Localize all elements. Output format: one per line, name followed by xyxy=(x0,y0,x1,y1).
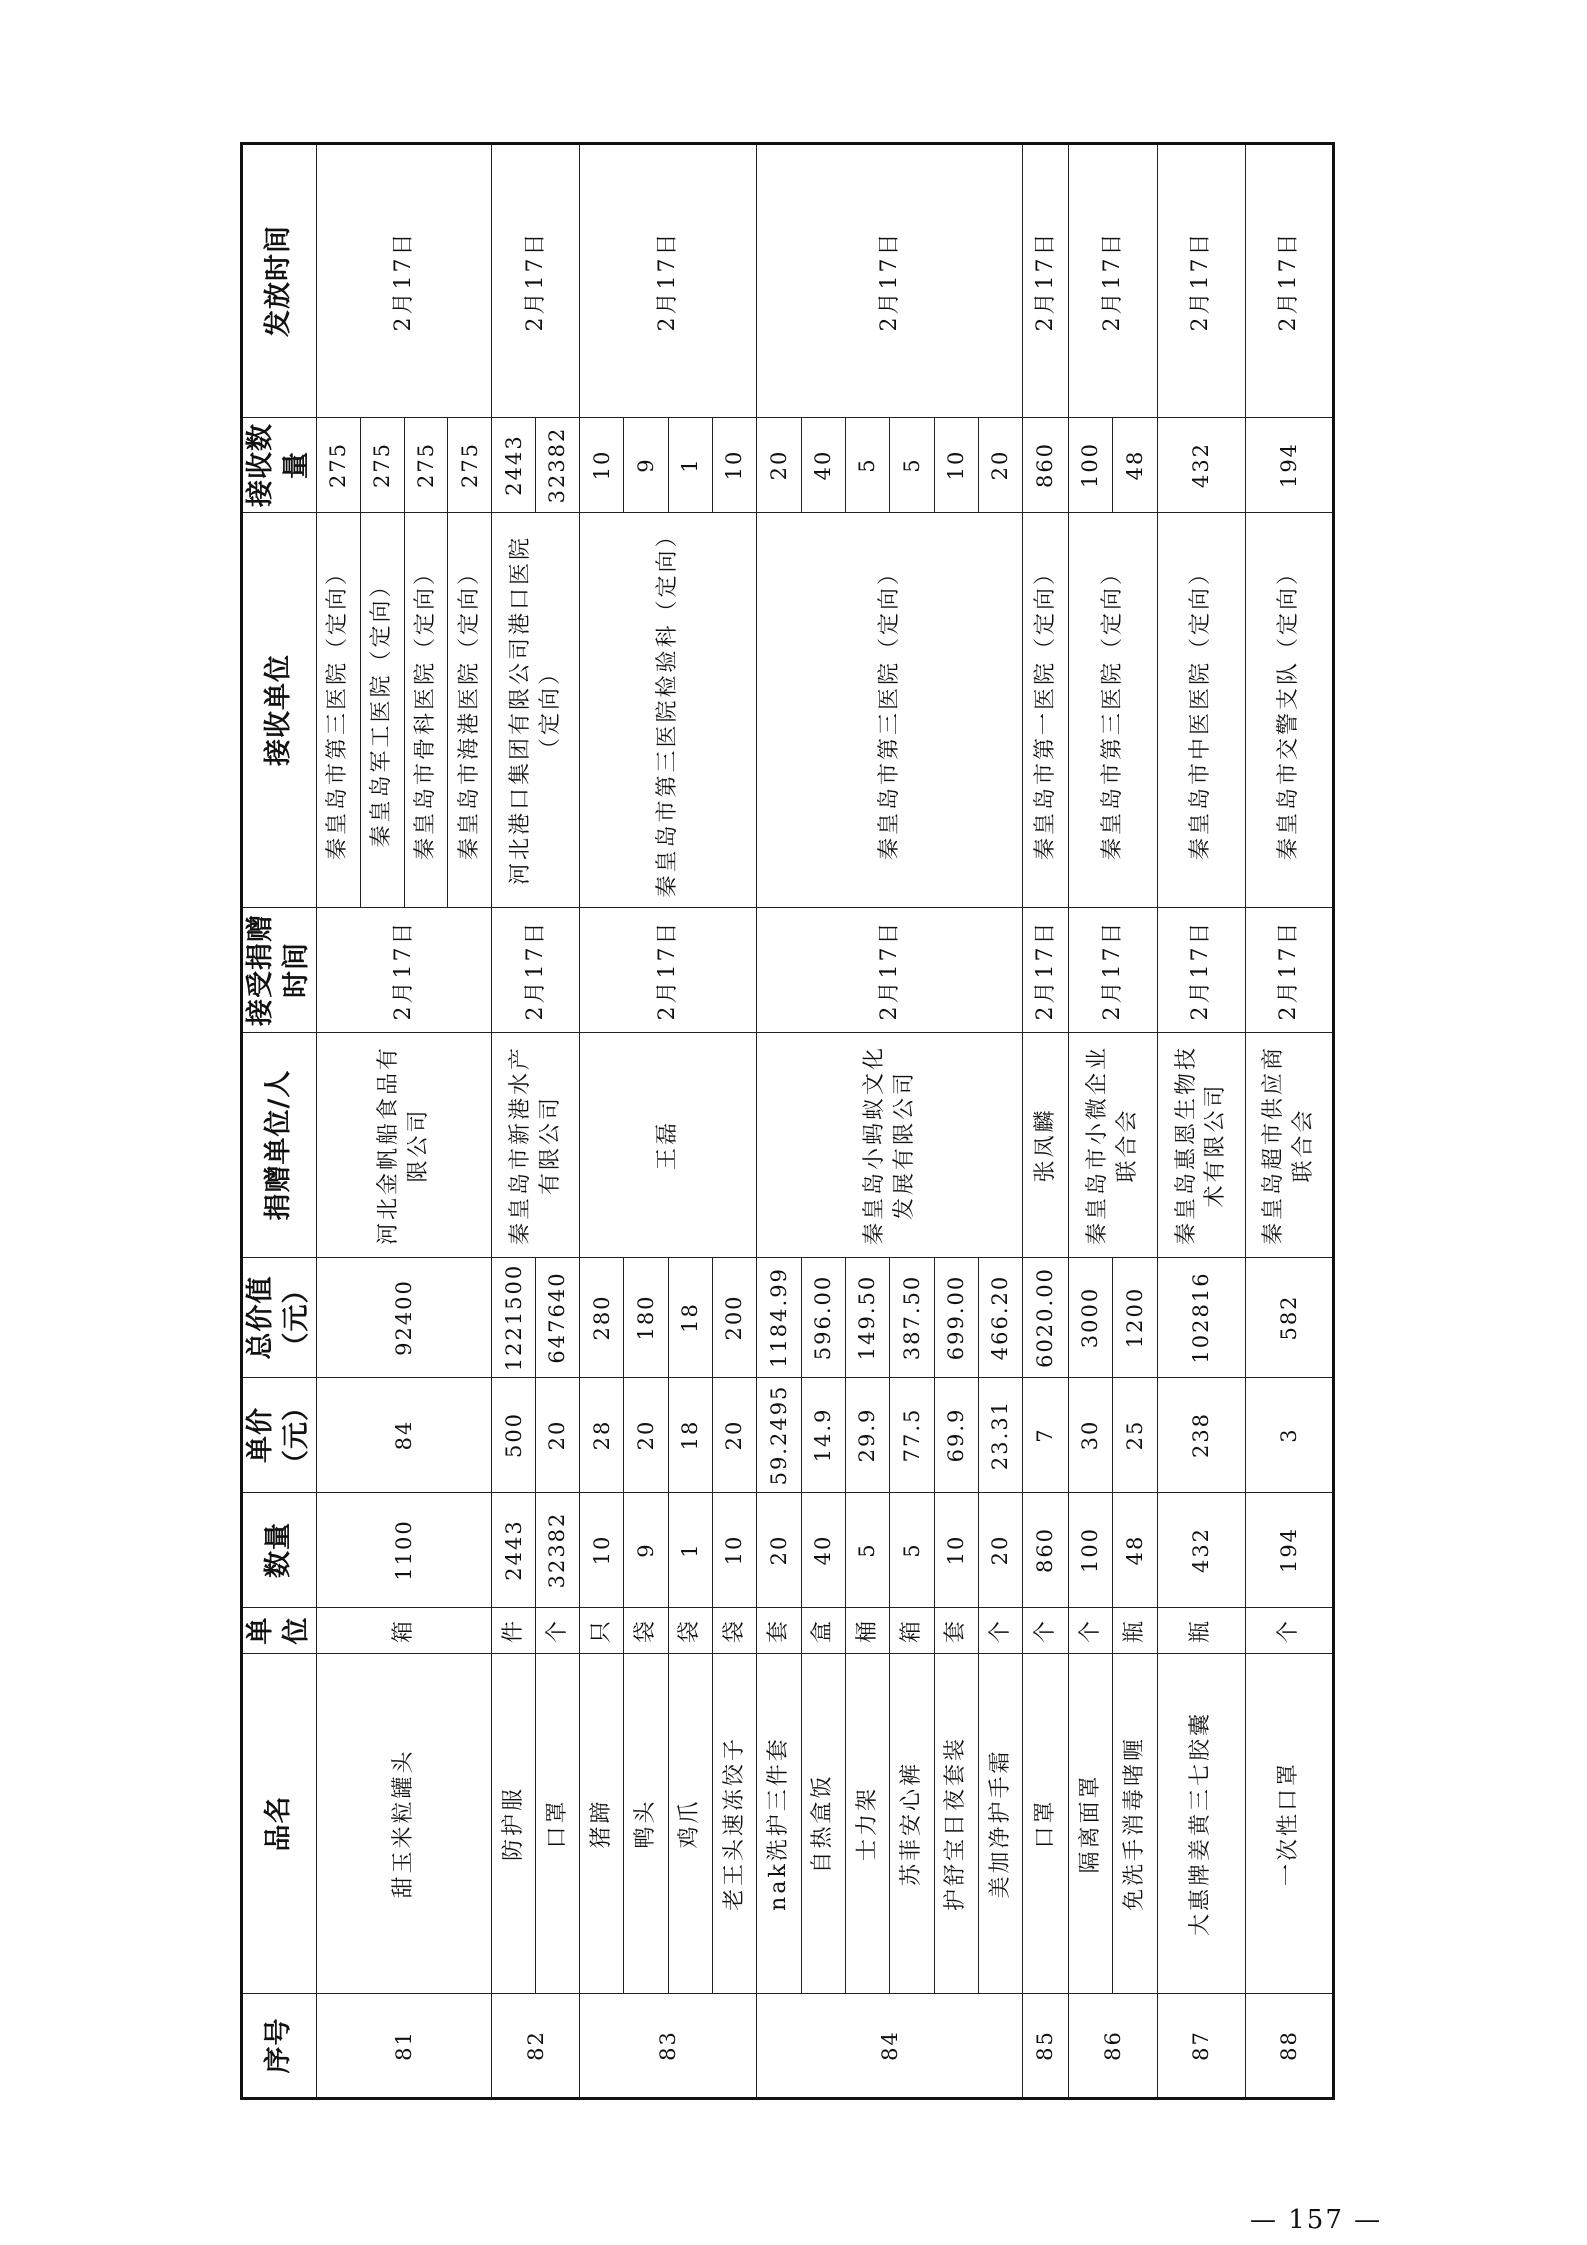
header-donor: 捐赠单位/人 xyxy=(242,1033,317,1258)
recv-qty-cell: 9 xyxy=(624,418,668,513)
recv-time-cell: 2月17日 xyxy=(316,908,491,1033)
header-issue-time: 发放时间 xyxy=(242,144,317,418)
recv-time-cell: 2月17日 xyxy=(1023,908,1069,1033)
unit-cell: 袋 xyxy=(712,1608,756,1654)
header-row xyxy=(242,144,317,2099)
unit-cell: 袋 xyxy=(624,1608,668,1654)
unit-cell: 袋 xyxy=(668,1608,712,1654)
unit-cell: 瓶 xyxy=(1157,1608,1246,1654)
table-row xyxy=(1068,144,1112,2099)
qty-cell: 1100 xyxy=(316,1493,491,1608)
receiver-cell: 秦皇岛军工医院（定向） xyxy=(360,513,404,908)
unit-cell: 个 xyxy=(1246,1608,1334,1654)
receiver-cell: 秦皇岛市交警支队（定向） xyxy=(1246,513,1334,908)
recv-qty-cell: 5 xyxy=(845,418,889,513)
total-cell: 466.20 xyxy=(978,1258,1022,1378)
price-cell: 84 xyxy=(316,1378,491,1493)
name-cell: 隔离面罩 xyxy=(1068,1654,1112,1994)
total-cell: 200 xyxy=(712,1258,756,1378)
price-cell: 28 xyxy=(580,1378,624,1493)
header-unit: 单位 xyxy=(242,1608,317,1654)
price-cell: 7 xyxy=(1023,1378,1069,1493)
qty-cell: 20 xyxy=(978,1493,1022,1608)
recv-qty-cell: 432 xyxy=(1157,418,1246,513)
page-number: — 157 — xyxy=(1250,2205,1383,2235)
recv-time-cell: 2月17日 xyxy=(1068,908,1157,1033)
name-cell: 美加净护手霜 xyxy=(978,1654,1022,1994)
qty-cell: 5 xyxy=(845,1493,889,1608)
recv-qty-cell: 275 xyxy=(448,418,492,513)
donor-cell: 张凤麟 xyxy=(1023,1033,1069,1258)
total-cell: 3000 xyxy=(1068,1258,1112,1378)
name-cell: 护舒宝日夜套装 xyxy=(934,1654,978,1994)
name-cell: 口罩 xyxy=(536,1654,580,1994)
price-cell: 69.9 xyxy=(934,1378,978,1493)
recv-qty-cell: 275 xyxy=(360,418,404,513)
total-cell: 6020.00 xyxy=(1023,1258,1069,1378)
total-cell: 102816 xyxy=(1157,1258,1246,1378)
price-cell: 20 xyxy=(536,1378,580,1493)
header-recv-time: 接受捐赠时间 xyxy=(242,908,317,1033)
header-recv-qty: 接收数量 xyxy=(242,418,317,513)
qty-cell: 2443 xyxy=(492,1493,536,1608)
name-cell: 大惠牌姜黄三七胶囊 xyxy=(1157,1654,1246,1994)
name-cell: 甜玉米粒罐头 xyxy=(316,1654,491,1994)
recv-qty-cell: 48 xyxy=(1113,418,1157,513)
recv-time-cell: 2月17日 xyxy=(1157,908,1246,1033)
issue-time-cell: 2月17日 xyxy=(316,144,491,418)
name-cell: 苏菲安心裤 xyxy=(890,1654,934,1994)
issue-time-cell: 2月17日 xyxy=(1068,144,1157,418)
receiver-cell: 河北港口集团有限公司港口医院（定向） xyxy=(492,513,580,908)
recv-qty-cell: 10 xyxy=(580,418,624,513)
recv-qty-cell: 32382 xyxy=(536,418,580,513)
name-cell: 鸡爪 xyxy=(668,1654,712,1994)
name-cell: 猪蹄 xyxy=(580,1654,624,1994)
unit-cell: 套 xyxy=(757,1608,801,1654)
qty-cell: 432 xyxy=(1157,1493,1246,1608)
recv-qty-cell: 10 xyxy=(934,418,978,513)
total-cell: 1184.99 xyxy=(757,1258,801,1378)
unit-cell: 件 xyxy=(492,1608,536,1654)
recv-qty-cell: 40 xyxy=(801,418,845,513)
recv-qty-cell: 275 xyxy=(316,418,360,513)
header-receiver: 接收单位 xyxy=(242,513,317,908)
name-cell: 自热盒饭 xyxy=(801,1654,845,1994)
seq-cell: 86 xyxy=(1068,1994,1157,2099)
donor-cell: 秦皇岛市小微企业联合会 xyxy=(1068,1033,1157,1258)
total-cell: 647640 xyxy=(536,1258,580,1378)
recv-qty-cell: 10 xyxy=(712,418,756,513)
qty-cell: 48 xyxy=(1113,1493,1157,1608)
total-cell: 387.50 xyxy=(890,1258,934,1378)
total-cell: 280 xyxy=(580,1258,624,1378)
price-cell: 238 xyxy=(1157,1378,1246,1493)
unit-cell: 个 xyxy=(1068,1608,1112,1654)
qty-cell: 10 xyxy=(580,1493,624,1608)
name-cell: 口罩 xyxy=(1023,1654,1069,1994)
seq-cell: 84 xyxy=(757,1994,1023,2099)
recv-qty-cell: 20 xyxy=(757,418,801,513)
price-cell: 20 xyxy=(624,1378,668,1493)
issue-time-cell: 2月17日 xyxy=(492,144,580,418)
recv-time-cell: 2月17日 xyxy=(580,908,757,1033)
donation-table-rotated xyxy=(240,145,1335,2100)
name-cell: nak洗护三件套 xyxy=(757,1654,801,1994)
qty-cell: 10 xyxy=(934,1493,978,1608)
seq-cell: 82 xyxy=(492,1994,580,2099)
price-cell: 18 xyxy=(668,1378,712,1493)
receiver-cell: 秦皇岛市第三医院（定向） xyxy=(1068,513,1157,908)
unit-cell: 只 xyxy=(580,1608,624,1654)
unit-cell: 桶 xyxy=(845,1608,889,1654)
table-row xyxy=(757,144,801,2099)
recv-qty-cell: 5 xyxy=(890,418,934,513)
recv-qty-cell: 860 xyxy=(1023,418,1069,513)
total-cell: 149.50 xyxy=(845,1258,889,1378)
receiver-cell: 秦皇岛市骨科医院（定向） xyxy=(404,513,448,908)
table-row xyxy=(1023,144,1069,2099)
total-cell: 92400 xyxy=(316,1258,491,1378)
donor-cell: 秦皇岛小蚂蚁文化发展有限公司 xyxy=(757,1033,1023,1258)
table-row xyxy=(1157,144,1246,2099)
name-cell: 免洗手消毒啫喱 xyxy=(1113,1654,1157,1994)
recv-time-cell: 2月17日 xyxy=(1246,908,1334,1033)
unit-cell: 箱 xyxy=(890,1608,934,1654)
donor-cell: 秦皇岛超市供应商联合会 xyxy=(1246,1033,1334,1258)
header-name: 品名 xyxy=(242,1654,317,1994)
donor-cell: 秦皇岛惠恩生物技术有限公司 xyxy=(1157,1033,1246,1258)
recv-qty-cell: 275 xyxy=(404,418,448,513)
price-cell: 29.9 xyxy=(845,1378,889,1493)
issue-time-cell: 2月17日 xyxy=(1246,144,1334,418)
recv-time-cell: 2月17日 xyxy=(492,908,580,1033)
receiver-cell: 秦皇岛市中医医院（定向） xyxy=(1157,513,1246,908)
recv-qty-cell: 20 xyxy=(978,418,1022,513)
issue-time-cell: 2月17日 xyxy=(1157,144,1246,418)
price-cell: 23.31 xyxy=(978,1378,1022,1493)
price-cell: 14.9 xyxy=(801,1378,845,1493)
price-cell: 59.2495 xyxy=(757,1378,801,1493)
recv-qty-cell: 1 xyxy=(668,418,712,513)
table-row xyxy=(492,144,536,2099)
header-price: 单价（元） xyxy=(242,1378,317,1493)
name-cell: 防护服 xyxy=(492,1654,536,1994)
total-cell: 180 xyxy=(624,1258,668,1378)
receiver-cell: 秦皇岛市第三医院检验科（定向） xyxy=(580,513,757,908)
price-cell: 77.5 xyxy=(890,1378,934,1493)
price-cell: 500 xyxy=(492,1378,536,1493)
qty-cell: 10 xyxy=(712,1493,756,1608)
table-row xyxy=(580,144,624,2099)
qty-cell: 194 xyxy=(1246,1493,1334,1608)
qty-cell: 100 xyxy=(1068,1493,1112,1608)
total-cell: 1200 xyxy=(1113,1258,1157,1378)
seq-cell: 83 xyxy=(580,1994,757,2099)
qty-cell: 860 xyxy=(1023,1493,1069,1608)
price-cell: 20 xyxy=(712,1378,756,1493)
header-total: 总价值（元） xyxy=(242,1258,317,1378)
seq-cell: 81 xyxy=(316,1994,491,2099)
total-cell: 699.00 xyxy=(934,1258,978,1378)
qty-cell: 32382 xyxy=(536,1493,580,1608)
qty-cell: 40 xyxy=(801,1493,845,1608)
name-cell: 鸭头 xyxy=(624,1654,668,1994)
seq-cell: 85 xyxy=(1023,1994,1069,2099)
seq-cell: 87 xyxy=(1157,1994,1246,2099)
table-row xyxy=(316,144,360,2099)
receiver-cell: 秦皇岛市第三医院（定向） xyxy=(757,513,1023,908)
issue-time-cell: 2月17日 xyxy=(580,144,757,418)
price-cell: 3 xyxy=(1246,1378,1334,1493)
recv-time-cell: 2月17日 xyxy=(757,908,1023,1033)
unit-cell: 个 xyxy=(1023,1608,1069,1654)
name-cell: 一次性口罩 xyxy=(1246,1654,1334,1994)
price-cell: 25 xyxy=(1113,1378,1157,1493)
name-cell: 士力架 xyxy=(845,1654,889,1994)
table-row xyxy=(1246,144,1334,2099)
header-seq: 序号 xyxy=(242,1994,317,2099)
total-cell: 18 xyxy=(668,1258,712,1378)
recv-qty-cell: 100 xyxy=(1068,418,1112,513)
qty-cell: 9 xyxy=(624,1493,668,1608)
donor-cell: 秦皇岛市新港水产有限公司 xyxy=(492,1033,580,1258)
name-cell: 老王头速冻饺子 xyxy=(712,1654,756,1994)
price-cell: 30 xyxy=(1068,1378,1112,1493)
donor-cell: 王磊 xyxy=(580,1033,757,1258)
issue-time-cell: 2月17日 xyxy=(1023,144,1069,418)
recv-qty-cell: 194 xyxy=(1246,418,1334,513)
header-qty: 数量 xyxy=(242,1493,317,1608)
receiver-cell: 秦皇岛市第一医院（定向） xyxy=(1023,513,1069,908)
recv-qty-cell: 2443 xyxy=(492,418,536,513)
total-cell: 596.00 xyxy=(801,1258,845,1378)
total-cell: 1221500 xyxy=(492,1258,536,1378)
total-cell: 582 xyxy=(1246,1258,1334,1378)
receiver-cell: 秦皇岛市第三医院（定向） xyxy=(316,513,360,908)
unit-cell: 套 xyxy=(934,1608,978,1654)
unit-cell: 箱 xyxy=(316,1608,491,1654)
qty-cell: 1 xyxy=(668,1493,712,1608)
receiver-cell: 秦皇岛市海港医院（定向） xyxy=(448,513,492,908)
unit-cell: 个 xyxy=(978,1608,1022,1654)
donor-cell: 河北金帆船食品有限公司 xyxy=(316,1033,491,1258)
seq-cell: 88 xyxy=(1246,1994,1334,2099)
donation-table xyxy=(240,142,1335,2100)
unit-cell: 瓶 xyxy=(1113,1608,1157,1654)
qty-cell: 20 xyxy=(757,1493,801,1608)
unit-cell: 盒 xyxy=(801,1608,845,1654)
unit-cell: 个 xyxy=(536,1608,580,1654)
issue-time-cell: 2月17日 xyxy=(757,144,1023,418)
qty-cell: 5 xyxy=(890,1493,934,1608)
